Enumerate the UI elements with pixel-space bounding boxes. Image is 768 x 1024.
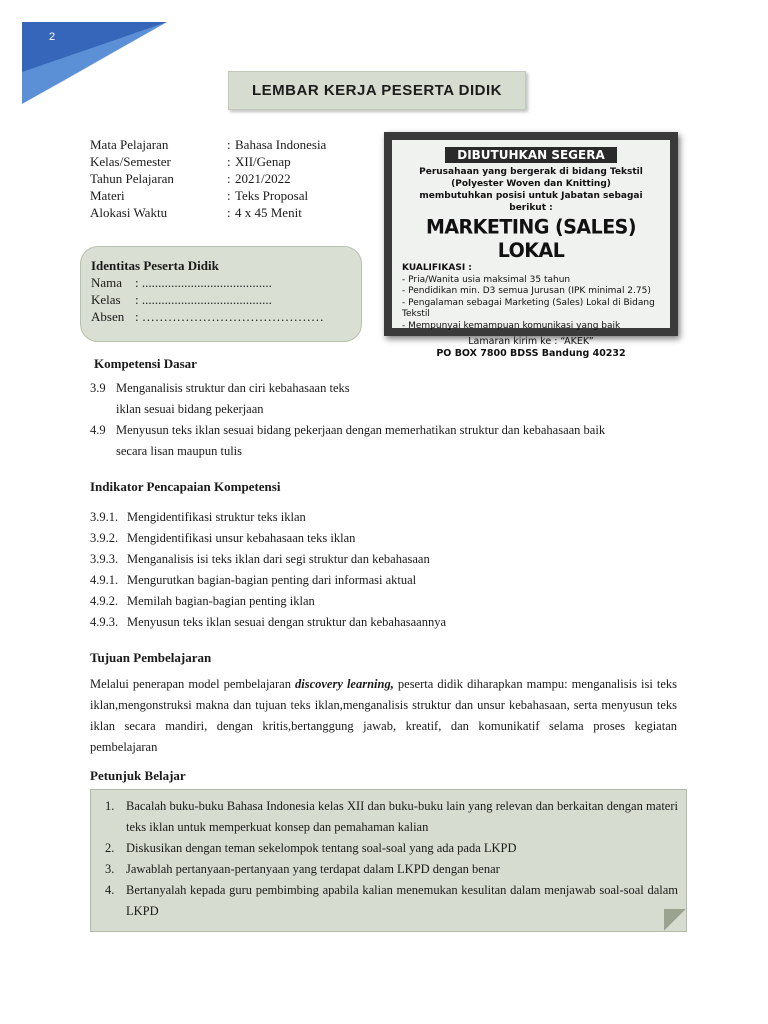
subject-info [90,136,326,221]
kompetensi-list [90,378,680,462]
item-text: Mengurutkan bagian-bagian penting dari informasi aktual [127,573,417,587]
student-identity-box [80,246,362,342]
item-text: Jawablah pertanyaan-pertanyaan yang terdapat dalam LKPD dengan benar [126,862,500,876]
item-number: 1. [105,799,115,813]
ad-headline: MARKETING (SALES) LOKAL [425,215,637,263]
meta-value: Teks Proposal [235,188,309,203]
list-item [90,549,680,570]
identity-row-class[interactable] [91,291,351,308]
item-text: Diskusikan dengan teman sekelompok tentang soal-soal yang ada pada LKPD [126,841,517,855]
item-number: 3.9.2. [90,531,119,545]
list-item [90,420,680,462]
job-advertisement [384,132,678,359]
ad-qual-item: - Pendidikan min. D3 semua Jurusan (IPK minimal 2.75) [402,286,651,296]
list-item [105,880,678,922]
ad-qualifications [402,263,660,332]
item-text: Menganalisis struktur dan ciri kebahasaan teks [116,381,350,395]
item-number: 4.9.3. [90,615,119,629]
identity-title: Identitas Peserta Didik [91,258,219,273]
list-item [90,612,680,633]
list-item [90,507,680,528]
item-number: 3. [105,862,115,876]
identity-label: Kelas [91,292,121,307]
meta-row: Tahun Pelajaran : 2021/2022 [90,171,291,186]
item-text: Bertanyalah kepada guru pembimbing apabila kalian menemukan kesulitan dalam menjawab soal-soal dalam LKPD [126,883,678,918]
item-text: secara lisan maupun tulis [116,444,243,458]
meta-row: Mata Pelajaran : Bahasa Indonesia [90,137,327,152]
ad-qual-item: - Pria/Wanita usia maksimal 35 tahun [402,274,571,285]
meta-value: 4 x 45 Menit [235,205,302,220]
identity-blank[interactable]: : ........................................ [135,275,272,290]
identity-label: Absen [91,309,125,324]
tujuan-text-pre: Melalui penerapan model pembelajaran [90,677,295,691]
section-title-kompetensi: Kompetensi Dasar [94,356,197,371]
item-text: Menyusun teks iklan sesuai dengan struktur dan kebahasaannya [127,615,447,629]
identity-row-name[interactable] [91,274,351,291]
ad-qual-item: - Pengalaman sebagai Marketing (Sales) Lokal di Bidang Tekstil [402,297,655,319]
item-text: Bacalah buku-buku Bahasa Indonesia kelas XII dan buku-buku lain yang relevan dan berkaitan dengan materi teks iklan untuk memperkuat konsep dan pemahaman kalian [126,799,678,834]
item-number: 2. [105,841,115,855]
meta-label: Kelas/Semester [90,154,171,169]
advertisement-body [392,140,670,359]
meta-label: Materi [90,188,125,203]
ad-line: membutuhkan posisi untuk Jabatan sebagai berikut : [419,191,643,213]
item-text: iklan sesuai bidang pekerjaan [116,402,264,416]
item-number: 4.9 [90,423,106,437]
ad-address-line: PO BOX 7800 BDSS Bandung 40232 [436,348,626,359]
item-number: 4. [105,883,115,897]
list-item [90,591,680,612]
item-text: Mengidentifikasi unsur kebahasaan teks iklan [127,531,356,545]
list-item [90,378,680,420]
item-number: 3.9.3. [90,552,119,566]
meta-label: Tahun Pelajaran [90,171,174,186]
identity-blank[interactable]: : ........................................ [135,292,272,307]
meta-row: Alokasi Waktu : 4 x 45 Menit [90,205,302,220]
section-title-indikator: Indikator Pencapaian Kompetensi [90,479,281,494]
petunjuk-list [105,796,678,922]
list-item [105,796,678,838]
list-item [90,528,680,549]
list-item [105,838,678,859]
tujuan-paragraph [90,674,677,758]
meta-value: 2021/2022 [235,171,291,186]
tujuan-emphasis: discovery learning, [295,677,394,691]
meta-row: Kelas/Semester : XII/Genap [90,154,291,169]
corner-decoration [22,22,167,104]
meta-value: XII/Genap [235,154,291,169]
section-title-petunjuk: Petunjuk Belajar [90,768,186,783]
item-text: Mengidentifikasi struktur teks iklan [127,510,306,524]
ad-qual-item: - Mempunyai kemampuan komunikasi yang baik [402,320,621,331]
section-title-tujuan: Tujuan Pembelajaran [90,650,212,665]
identity-blank[interactable]: : …………………………………… [135,309,324,324]
ad-header: DIBUTUHKAN SEGERA [445,147,617,163]
page-number: 2 [49,31,56,43]
meta-row: Materi : Teks Proposal [90,188,309,203]
ad-line: Perusahaan yang bergerak di bidang Tekstil [419,167,643,177]
page-title-text: LEMBAR KERJA PESERTA DIDIK [252,82,502,99]
ad-address-line: Lamaran kirim ke : “AKEK” [468,336,594,347]
meta-label: Alokasi Waktu [90,205,168,220]
tujuan-text-post: peserta didik diharapkan mampu: menganalisis isi teks iklan,mengonstruksi makna dan tujuan teks iklan,menganalisis struktur dan unsur kebahasaan, serta menyusun teks iklan secara mandiri, dengan kritis,bertanggung jawab, kreatif, dan komunikatif selama proses kegiatan pembelajaran [90,677,677,754]
ad-line: (Polyester Woven dan Knitting) [451,179,611,189]
identity-row-absen[interactable] [91,308,351,325]
item-text: Menyusun teks iklan sesuai bidang pekerjaan dengan memerhatikan struktur dan kebahasaan baik [116,423,606,437]
list-item [90,570,680,591]
meta-value: Bahasa Indonesia [235,137,327,152]
page-title [228,71,526,110]
item-number: 3.9.1. [90,510,119,524]
indikator-list [90,507,680,633]
ad-qual-title: KUALIFIKASI : [402,263,472,273]
item-text: Menganalisis isi teks iklan dari segi struktur dan kebahasaan [127,552,430,566]
ad-footer [402,336,660,360]
list-item [105,859,678,880]
identity-label: Nama [91,275,123,290]
item-number: 4.9.2. [90,594,119,608]
item-text: Memilah bagian-bagian penting iklan [127,594,315,608]
meta-label: Mata Pelajaran [90,137,169,152]
item-number: 4.9.1. [90,573,119,587]
item-number: 3.9 [90,381,106,395]
